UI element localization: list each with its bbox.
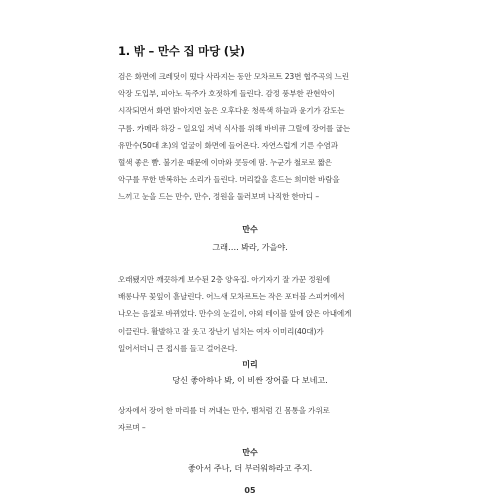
text-line: 혈색 좋은 뺨. 불기운 때문에 이마와 콧등에 땀. 누군가 철로로 짧은 [118, 158, 332, 168]
text-line: 상자에서 장어 한 마리를 더 꺼내는 만수, 뱀처럼 긴 몸통을 가위로 [118, 406, 330, 415]
character-name: 미리 [242, 360, 258, 369]
scene-heading: 1. 밖 – 만수 집 마당 (낮) [118, 44, 245, 58]
text-line: 검은 화면에 크레딧이 떴다 사라지는 동안 모차르트 23번 협주곡의 느린 [118, 72, 349, 81]
text-line: 오래됐지만 깨끗하게 보수된 2층 양옥집. 아기자기 잘 가꾼 정원에 [118, 275, 330, 284]
text-line: 느끼고 눈을 드는 만수, 만수, 정원을 둘러보며 나직한 한마디 – [118, 192, 320, 202]
text-line: 나오는 음질로 바뀌었다. 만수의 눈길이, 야외 테이블 앞에 앉은 아내에게 [118, 309, 352, 319]
action-paragraph-2 [118, 271, 403, 357]
character-name: 만수 [242, 225, 258, 234]
dialogue-line: 그래…. 봐라, 가을야. [212, 242, 288, 252]
text-line: 자르며 – [118, 423, 146, 433]
text-line: 유만수(50대 초)의 얼굴이 화면에 들어온다. 자연스럽게 기른 수염과 [118, 140, 338, 150]
text-line: 악구를 무한 반복하는 소리가 들린다. 머리칼을 흔드는 희미한 바람을 [118, 175, 340, 185]
page-number: 05 [244, 486, 256, 495]
text-line: 악장 도입부, 피아노 독주가 호젓하게 들린다. 감정 풍부한 관현악이 [118, 89, 335, 99]
dialogue-line: 당신 좋아하나 봐, 이 비싼 장어를 다 보네고. [172, 375, 328, 385]
text-line: 구름. 카메라 하강 – 일요일 저녁 식사를 위해 바비큐 그릴에 장어를 굽는 [118, 123, 351, 133]
text-line: 배롱나무 꽃잎이 흩날린다. 어느새 모차르트는 작은 포터블 스피커에서 [118, 292, 345, 302]
text-line: 이끌린다. 활발하고 잘 웃고 장난기 넘치는 여자 이미리(40대)가 [118, 326, 324, 336]
character-name: 만수 [242, 448, 258, 457]
dialogue-line: 좋아서 주나, 더 부러워하라고 주지. [187, 463, 313, 473]
text-line: 일어서더니 큰 접시를 들고 걸어온다. [118, 343, 238, 353]
action-paragraph-3 [118, 402, 403, 436]
action-paragraph-1 [118, 68, 403, 206]
text-line: 시작되면서 화면 밝아지면 높은 오후다운 청록색 하늘과 윤기가 감도는 [118, 106, 345, 116]
